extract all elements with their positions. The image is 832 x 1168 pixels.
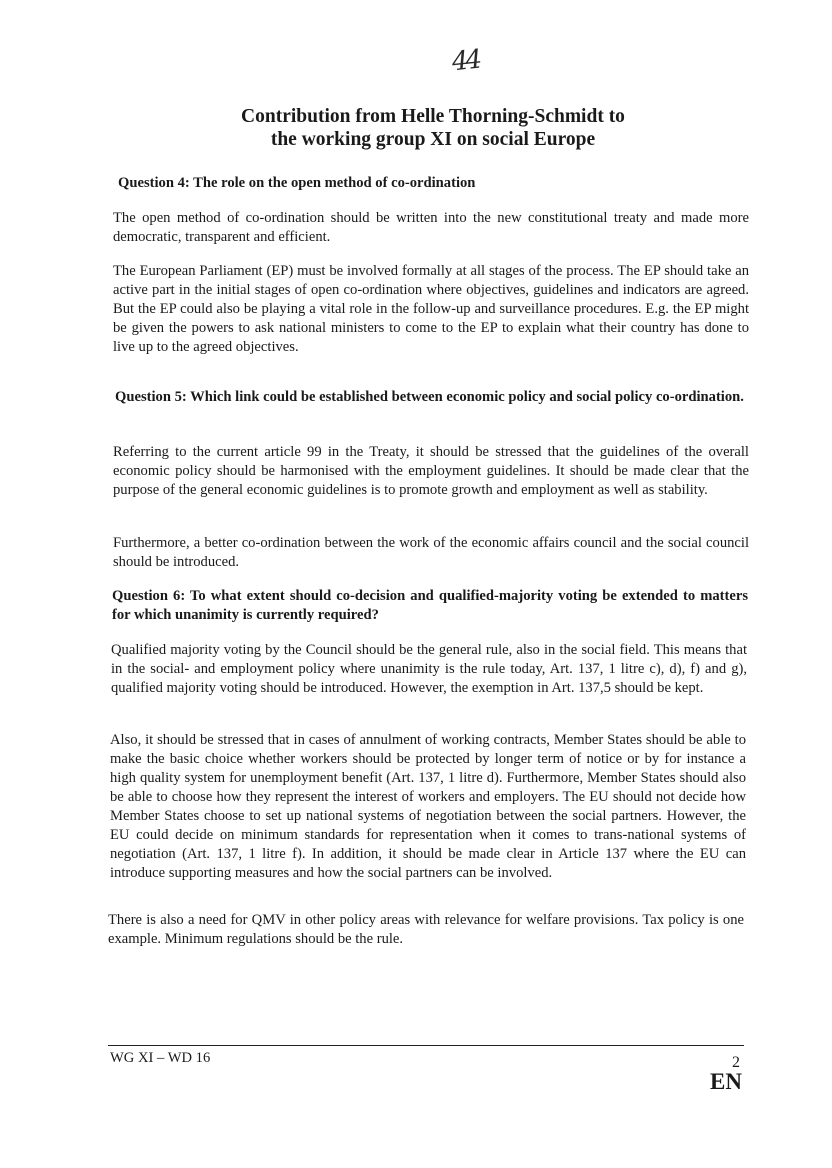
- footer-document-reference: WG XI – WD 16: [110, 1050, 211, 1066]
- question-4-paragraph-1: The open method of co-ordination should be written into the new constitutional treaty and made more democratic, transparent and efficient.: [113, 210, 749, 245]
- question-6-heading: Question 6: To what extent should co-decision and qualified-majority voting be extended to matters for which unanimity is currently required?: [112, 588, 748, 623]
- question-5-paragraph-1: Referring to the current article 99 in the Treaty, it should be stressed that the guidelines of the overall economic policy should be harmonised with the employment guidelines. It should be made clear that the purpose of the general economic guidelines is to promote growth and employment as well as stability.: [113, 444, 749, 498]
- footer-language-code: EN: [710, 1069, 742, 1094]
- footer-divider: [108, 1045, 744, 1046]
- question-4-heading: Question 4: The role on the open method of co-ordination: [118, 175, 476, 191]
- document-title-line-2: the working group XI on social Europe: [270, 129, 596, 150]
- footer-page-number: 2: [732, 1054, 740, 1071]
- question-6-paragraph-2: Also, it should be stressed that in cases of annulment of working contracts, Member States should be able to make the basic choice whether workers should be protected by longer term of notice or by for instance a high quality system for unemployment benefit (Art. 137, 1 litre d). Furthermore, Member States should also be able to choose how they represent the interest of workers and employers. The EU should not decide how Member States choose to set up national systems of negotiation between the social partners. However, the EU could decide on minimum standards for representation when it comes to trans-national systems of negotiation (Art. 137, 1 litre f). In addition, it should be made clear in Article 137 where the EU can introduce supporting measures and how the social partners can be involved.: [110, 732, 746, 881]
- handwritten-page-mark: 44: [450, 44, 481, 78]
- question-6-paragraph-1: Qualified majority voting by the Council should be the general rule, also in the social field. This means that in the social- and employment policy where unanimity is the rule today, Art. 137, 1 litre c), d), f) and g), qualified majority voting should be introduced. However, the exemption in Art. 137,5 should be kept.: [111, 642, 747, 696]
- question-5-heading: Question 5: Which link could be established between economic policy and social policy co-ordination.: [115, 389, 744, 405]
- question-4-paragraph-2: The European Parliament (EP) must be involved formally at all stages of the process. The EP should take an active part in the initial stages of open co-ordination where objectives, guidelines and indicators are agreed. But the EP could also be playing a vital role in the follow-up and surveillance procedures. E.g. the EP might be given the powers to ask national ministers to come to the EP to explain what their country has done to live up to the agreed objectives.: [113, 263, 749, 355]
- question-6-paragraph-3: There is also a need for QMV in other policy areas with relevance for welfare provisions. Tax policy is one example. Minimum regulations should be the rule.: [108, 912, 744, 947]
- document-title-line-1: Contribution from Helle Thorning-Schmidt to: [241, 106, 625, 127]
- question-5-paragraph-2: Furthermore, a better co-ordination between the work of the economic affairs council and the social council should be introduced.: [113, 535, 749, 570]
